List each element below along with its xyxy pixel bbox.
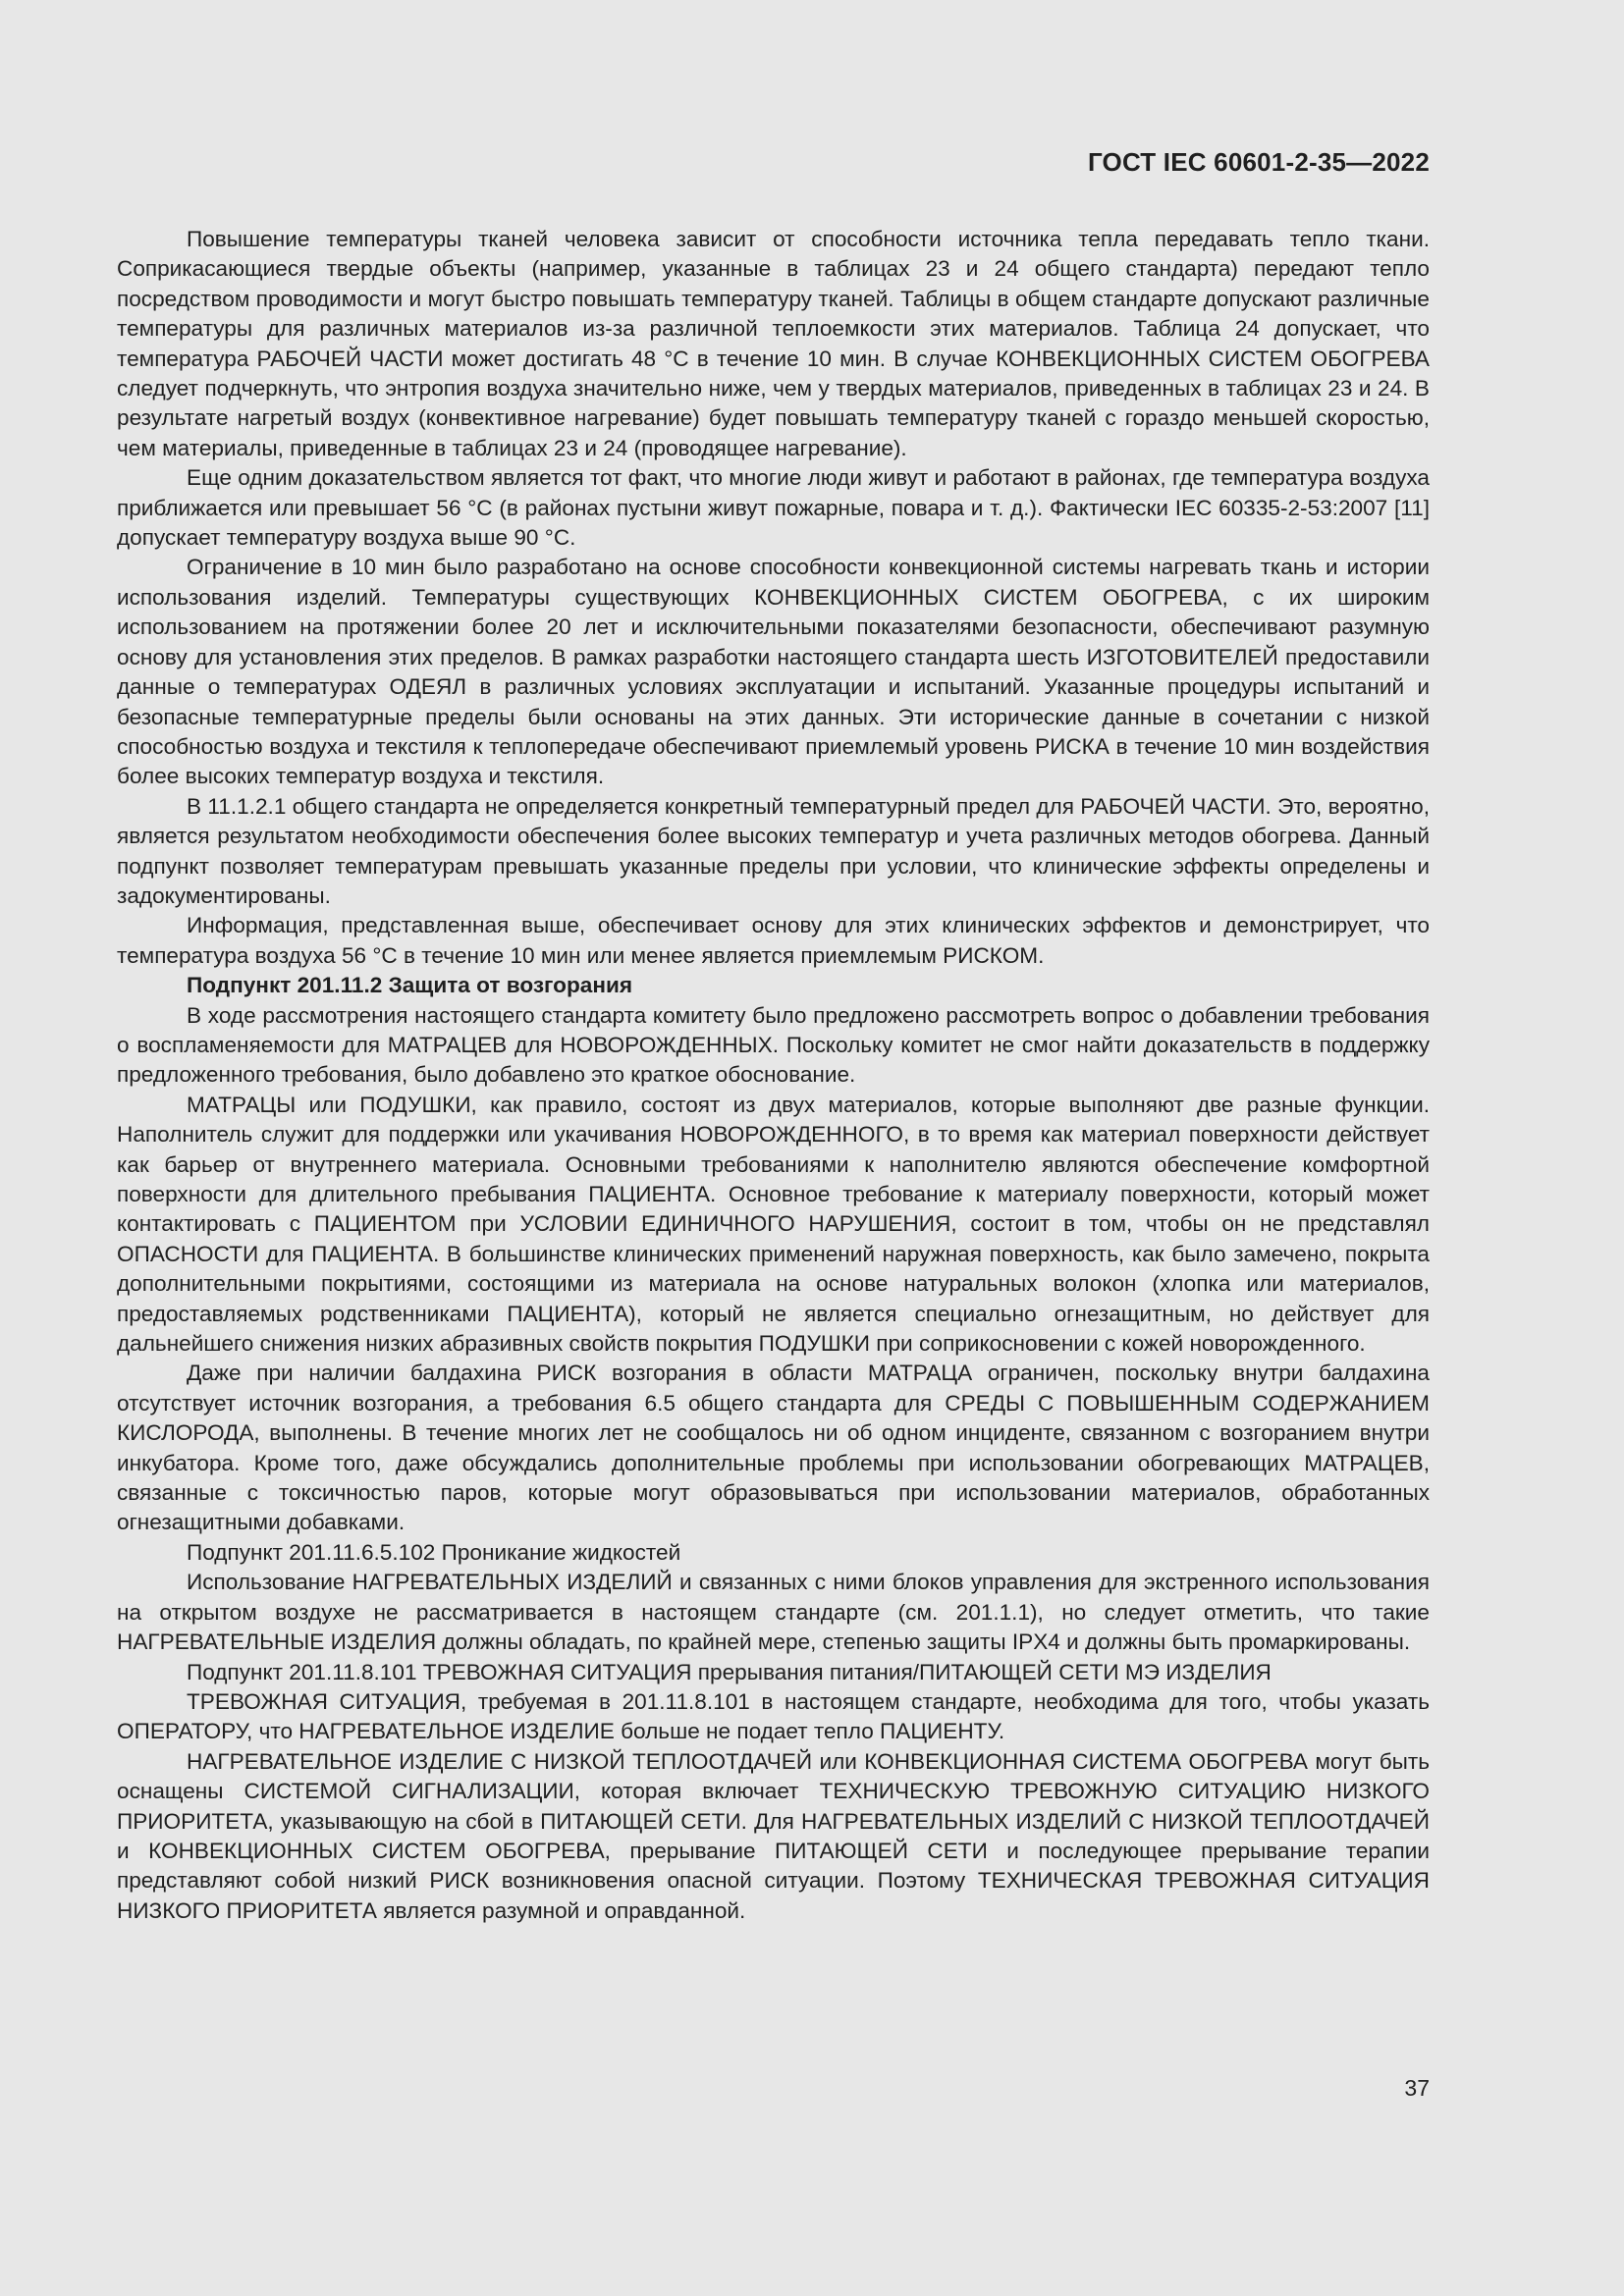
section-heading: Подпункт 201.11.6.5.102 Проникание жидкостей xyxy=(187,1539,681,1565)
paragraph: ТРЕВОЖНАЯ СИТУАЦИЯ, требуемая в 201.11.8.101 в настоящем стандарте, необходима для того, чтобы указать ОПЕРАТОРУ, что НАГРЕВАТЕЛЬНОЕ ИЗДЕЛИЕ больше не подает тепло ПАЦИЕНТУ. xyxy=(117,1688,1430,1744)
section-heading: Подпункт 201.11.2 Защита от возгорания xyxy=(187,973,633,998)
page-number: 37 xyxy=(1404,2075,1430,2101)
document-body xyxy=(117,225,1430,1926)
paragraph: Даже при наличии балдахина РИСК возгорания в области МАТРАЦА ограничен, поскольку внутри балдахина отсутствует источник возгорания, а требования 6.5 общего стандарта для СРЕДЫ С ПОВЫШЕННЫМ СОДЕРЖАНИЕМ КИСЛОРОДА, выполнены. В течение многих лет не сообщалось ни об одном инциденте, связанном с возгоранием внутри инкубатора. Кроме того, даже обсуждались дополнительные проблемы при использовании обогревающих МАТРАЦЕВ, связанные с токсичностью паров, которые могут образовываться при использовании материалов, обработанных огнезащитными добавками. xyxy=(117,1361,1430,1535)
paragraph: Повышение температуры тканей человека зависит от способности источника тепла передавать тепло ткани. Соприкасающиеся твердые объекты (например, указанные в таблицах 23 и 24 общего стандарта) передают тепло посредством проводимости и могут быстро повышать температуру тканей. Таблицы в общем стандарте допускают различные температуры для различных материалов из-за различной теплоемкости этих материалов. Таблица 24 допускает, что температура РАБОЧЕЙ ЧАСТИ может достигать 48 °С в течение 10 мин. В случае КОНВЕКЦИОННЫХ СИСТЕМ ОБОГРЕВА следует подчеркнуть, что энтропия воздуха значительно ниже, чем у твердых материалов, приведенных в таблицах 23 и 24. В результате нагретый воздух (конвективное нагревание) будет повышать температуру тканей с гораздо меньшей скоростью, чем материалы, приведенные в таблицах 23 и 24 (проводящее нагревание). xyxy=(117,227,1430,460)
paragraph: В 11.1.2.1 общего стандарта не определяется конкретный температурный предел для РАБОЧЕЙ ЧАСТИ. Это, вероятно, является результатом необходимости обеспечения более высоких температур и учета различных методов обогрева. Данный подпункт позволяет температурам превышать указанные пределы при условии, что клинические эффекты определены и задокументированы. xyxy=(117,793,1430,908)
paragraph: НАГРЕВАТЕЛЬНОЕ ИЗДЕЛИЕ С НИЗКОЙ ТЕПЛООТДАЧЕЙ или КОНВЕКЦИОННАЯ СИСТЕМА ОБОГРЕВА могут быть оснащены СИСТЕМОЙ СИГНАЛИЗАЦИИ, которая включает ТЕХНИЧЕСКУЮ ТРЕВОЖНУЮ СИТУАЦИЮ НИЗКОГО ПРИОРИТЕТА, указывающую на сбой в ПИТАЮЩЕЙ СЕТИ. Для НАГРЕВАТЕЛЬНЫХ ИЗДЕЛИЙ С НИЗКОЙ ТЕПЛООТДАЧЕЙ и КОНВЕКЦИОННЫХ СИСТЕМ ОБОГРЕВА, прерывание ПИТАЮЩЕЙ СЕТИ и последующее прерывание терапии представляют собой низкий РИСК возникновения опасной ситуации. Поэтому ТЕХНИЧЕСКАЯ ТРЕВОЖНАЯ СИТУАЦИЯ НИЗКОГО ПРИОРИТЕТА является разумной и оправданной. xyxy=(117,1748,1430,1923)
paragraph: Информация, представленная выше, обеспечивает основу для этих клинических эффектов и демонстрирует, что температура воздуха 56 °С в течение 10 мин или менее является приемлемым РИСКОМ. xyxy=(117,913,1430,968)
paragraph: В ходе рассмотрения настоящего стандарта комитету было предложено рассмотреть вопрос о добавлении требования о воспламеняемости для МАТРАЦЕВ для НОВОРОЖДЕННЫХ. Поскольку комитет не смог найти доказательств в поддержку предложенного требования, было добавлено это краткое обоснование. xyxy=(117,1002,1430,1088)
paragraph: Еще одним доказательством является тот факт, что многие люди живут и работают в районах, где температура воздуха приближается или превышает 56 °С (в районах пустыни живут пожарные, повара и т. д.). Фактически IEC 60335-2-53:2007 [11] допускает температуру воздуха выше 90 °С. xyxy=(117,465,1430,551)
paragraph: Ограничение в 10 мин было разработано на основе способности конвекционной системы нагревать ткань и истории использования изделий. Температуры существующих КОНВЕКЦИОННЫХ СИСТЕМ ОБОГРЕВА, с их широким использованием на протяжении более 20 лет и исключительными показателями безопасности, обеспечивают разумную основу для установления этих пределов. В рамках разработки настоящего стандарта шесть ИЗГОТОВИТЕЛЕЙ предоставили данные о температурах ОДЕЯЛ в различных условиях эксплуатации и испытаний. Указанные процедуры испытаний и безопасные температурные пределы были основаны на этих данных. Эти исторические данные в сочетании с низкой способностью воздуха и текстиля к теплопередаче обеспечивают приемлемый уровень РИСКА в течение 10 мин воздействия более высоких температур воздуха и текстиля. xyxy=(117,555,1430,789)
paragraph: МАТРАЦЫ или ПОДУШКИ, как правило, состоят из двух материалов, которые выполняют две разные функции. Наполнитель служит для поддержки или укачивания НОВОРОЖДЕННОГО, в то время как материал поверхности действует как барьер от внутреннего материала. Основными требованиями к наполнителю являются обеспечение комфортной поверхности для длительного пребывания ПАЦИЕНТА. Основное требование к материалу поверхности, который может контактировать с ПАЦИЕНТОМ при УСЛОВИИ ЕДИНИЧНОГО НАРУШЕНИЯ, состоит в том, чтобы он не представлял ОПАСНОСТИ для ПАЦИЕНТА. В большинстве клинических применений наружная поверхность, как было замечено, покрыта дополнительными покрытиями, состоящими из материала на основе натуральных волокон (хлопка или материалов, предоставляемых родственниками ПАЦИЕНТА), который не является специально огнезащитным, но действует для дальнейшего снижения низких абразивных свойств покрытия ПОДУШКИ при соприкосновении с кожей новорожденного. xyxy=(117,1092,1430,1357)
paragraph: Использование НАГРЕВАТЕЛЬНЫХ ИЗДЕЛИЙ и связанных с ними блоков управления для экстренного использования на открытом воздухе не рассматривается в настоящем стандарте (см. 201.1.1), но следует отметить, что такие НАГРЕВАТЕЛЬНЫЕ ИЗДЕЛИЯ должны обладать, по крайней мере, степенью защиты IPX4 и должны быть промаркированы. xyxy=(117,1570,1430,1655)
section-heading: Подпункт 201.11.8.101 ТРЕВОЖНАЯ СИТУАЦИЯ прерывания питания/ПИТАЮЩЕЙ СЕТИ МЭ ИЗДЕЛИЯ xyxy=(187,1659,1272,1684)
standard-header: ГОСТ IEC 60601-2-35—2022 xyxy=(1087,147,1430,177)
